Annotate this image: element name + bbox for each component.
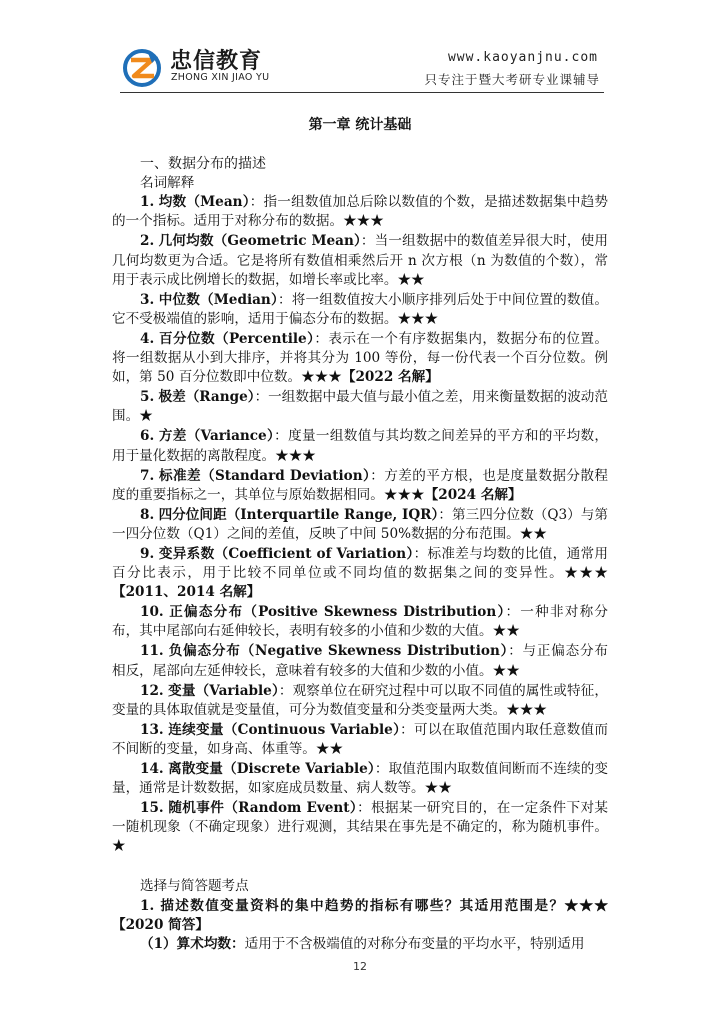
term-number: 5. [140,389,155,406]
term-stars: ★★★ [343,213,384,230]
term-definition: ：观察单位在研究过程中可以取不同值的属性或特征，变量的具体取值就是变量值，可分为数值变量和分类变量两大类。 [112,682,608,718]
term-number: 14. [140,761,164,777]
term-stars: ★★★ [506,701,547,718]
answer-item [112,935,608,954]
term-stars: ★★ [519,525,547,542]
term-english: （Variable） [195,682,279,699]
term-list [112,193,608,856]
term-definition: ：当一组数据中的数值差异很大时，使用几何均数更为合适。它是将所有数值相乘然后开 n 次方根（n 为数值的个数），常用于表示成比例增长的数据，如增长率或比率。 [112,233,608,288]
term-definition: ：取值范围内取数值间断而不连续的变量，通常是计数数据，如家庭成员数量、病人数等。 [112,761,609,797]
term-item [112,388,608,426]
term-item [112,427,608,465]
term-chinese: 离散变量 [168,761,224,777]
term-english: （Standard Deviation） [200,467,371,484]
term-english: （Positive Skewness Distribution） [243,604,506,621]
term-item [112,193,608,231]
term-item [112,603,608,641]
logo-chinese-name: 忠信教育 [170,49,263,74]
term-english: （Geometric Mean） [213,233,361,250]
term-english: （Variance） [186,428,275,445]
subsection-title: 名词解释 [140,175,195,192]
term-chinese: 中位数 [158,291,200,308]
term-english: （Random Event） [224,800,358,817]
term-number: 8. [140,506,155,523]
term-definition: ：与正偏态分布相反，尾部向左延伸较长，意味着有较多的大值和少数的小值。 [112,643,609,679]
term-item [112,330,608,387]
term-chinese: 连续变量 [168,721,224,738]
term-chinese: 几何均数 [158,233,214,250]
term-number: 11. [140,643,164,660]
term-definition: ：度量一组数值与其均数之间差异的平方和的平均数，用于量化数据的离散程度。 [112,428,609,464]
term-exam-tag: 【2022 名解】 [341,369,439,386]
term-stars: ★★ [397,271,425,288]
term-chinese: 变异系数 [158,545,215,562]
term-number: 2. [140,233,155,250]
term-definition: ：第三四分位数（Q3）与第一四分位数（Q1）之间的差值，反映了中间 50%数据的分布范围。 [112,506,608,542]
term-stars: ★★★ [397,310,439,327]
term-item [112,291,608,329]
term-stars: ★★★ [275,447,316,464]
term-stars: ★★ [492,623,520,640]
term-exam-tag: 【2011、2014 名解】 [112,584,261,601]
term-number: 7. [140,467,155,484]
term-item [112,721,608,759]
page-number: 12 [353,960,367,973]
answer-label: （1）算术均数： [140,935,245,952]
term-item [112,799,608,856]
term-chinese: 变量 [168,682,196,699]
term-item [112,760,608,798]
term-definition: ：将一组数值按大小顺序排列后处于中间位置的数值。它不受极端值的影响，适用于偏态分布的数据。 [112,291,609,327]
term-definition: ：指一组数值加总后除以数值的个数，是描述数据集中趋势的一个指标。适用于对称分布的数据。 [112,194,609,230]
question-number: 1. [140,897,155,914]
term-item [112,682,608,720]
term-stars: ★★ [424,780,452,797]
question-item [112,897,608,935]
term-english: （Coefficient of Variation） [214,545,414,562]
term-stars: ★★★ [564,565,609,582]
term-english: （Discrete Variable） [223,761,375,777]
term-definition: ：一种非对称分布，其中尾部向右延伸较长，表明有较多的小值和少数的大值。 [112,604,609,640]
term-stars: ★★ [315,740,344,757]
term-definition: ：标准差与均数的比值，通常用百分比表示，用于比较不同单位或不同均值的数据集之间的变异性。 [112,545,608,582]
term-definition: ：表示在一个有序数据集内，数据分布的位置。将一组数据从小到大排序，并将其分为 100 等份，每一份代表一个百分位数。例如，第 50 百分位数即中位数。 [112,330,609,386]
term-number: 13. [140,721,164,738]
answer-text: 适用于不含极端值的对称分布变量的平均水平，特别适用 [244,935,585,952]
term-stars: ★ [139,408,153,425]
term-stars: ★★★ [301,369,342,386]
term-definition: ：方差的平方根，也是度量数据分散程度的重要指标之一，其单位与原始数据相同。 [112,467,609,503]
term-chinese: 极差 [158,389,186,406]
section-title: 一、数据分布的描述 [140,156,266,173]
zhongxin-logo-icon [122,48,162,88]
term-chinese: 方差 [158,428,187,445]
header-divider [120,92,604,93]
term-number: 10. [140,604,164,621]
term-number: 6. [140,428,155,445]
website-url: www.kaoyanjnu.com [447,50,598,65]
term-number: 3. [140,291,155,308]
term-chinese: 负偏态分布 [168,643,241,660]
term-item [112,467,608,505]
term-chinese: 百分位数 [158,330,215,347]
term-item [112,642,608,680]
term-definition: ：一组数据中最大值与最小值之差，用来衡量数据的波动范围。 [112,389,608,425]
term-chinese: 正偏态分布 [169,604,244,621]
logo-pinyin-name: ZHONG XIN JIAO YU [171,72,270,83]
term-definition: ：可以在取值范围内取任意数值而不间断的变量，如身高、体重等。 [112,721,608,757]
term-english: （Continuous Variable） [223,721,401,738]
term-english: （Median） [199,291,278,308]
term-number: 9. [140,545,155,562]
term-exam-tag: 【2024 名解】 [424,486,522,503]
chapter-title: 第一章 统计基础 [308,117,412,133]
qa-section-title: 选择与简答题考点 [140,878,249,895]
term-english: （Mean） [186,194,250,211]
term-english: （Range） [185,389,255,406]
term-english: （Percentile） [214,330,315,347]
term-number: 4. [140,330,155,347]
term-english: （Interquartile Range, IQR） [226,506,439,523]
question-text: 描述数值变量资料的集中趋势的指标有哪些？其适用范围是？ [160,897,565,914]
spacer [112,857,608,877]
term-stars: ★★ [492,662,520,679]
page-content [112,108,608,954]
page-header [0,0,720,100]
term-number: 1. [140,194,155,211]
question-stars: ★★★ [564,897,608,914]
term-chinese: 四分位间距 [158,506,227,523]
term-item [112,232,608,289]
term-item [112,506,608,544]
term-stars: ★★★ [383,486,425,503]
term-chinese: 标准差 [158,467,201,484]
term-number: 12. [140,682,164,699]
term-definition: ：根据某一研究目的，在一定条件下对某一随机现象（不确定现象）进行观测，其结果在事先是不确定的，称为随机事件。 [112,800,609,836]
term-item [112,545,608,602]
term-chinese: 随机事件 [168,800,225,817]
question-tag: 【2020 简答】 [112,916,209,933]
header-slogan: 只专注于暨大考研专业课辅导 [424,72,600,87]
term-stars: ★ [112,838,126,855]
term-english: （Negative Skewness Distribution） [240,643,509,660]
term-number: 15. [140,800,164,817]
term-chinese: 均数 [158,194,187,211]
